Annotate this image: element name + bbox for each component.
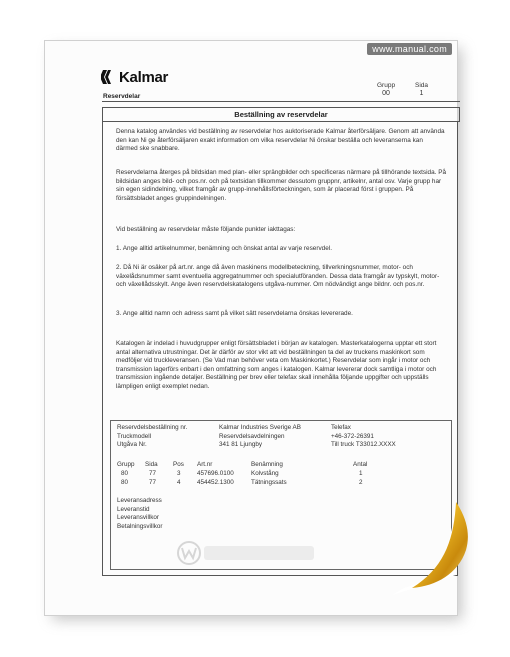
grupp-value: 00 bbox=[382, 90, 390, 97]
company-name: Kalmar Industries Sverige AB bbox=[219, 424, 301, 431]
order-col-1 bbox=[117, 424, 187, 450]
kalmar-logo-icon bbox=[101, 69, 117, 85]
paragraph-catalog: Katalogen är indelad i huvudgrupper enligt försättsbladet i början av katalogen. Masterkatalogerna upptar ett stort antal alternativa utrustningar. Det är därför av stor vikt att vid beställningen ta del av truckens maskinkort som medföljer vid truckleveransen. (Se Vad man behöver veta om Maskinkortet.) Reservdelar som ingår i motor och transmission lagerförs enbart i den omfattning som anges i katalogen. Kalmar levererar dock samtliga i motor och transmission ingående detaljer. Beställning per brev eller telefax skall innehålla följande uppgifter och uppställs lämpligen enligt exemplet nedan. bbox=[116, 340, 437, 390]
row2-artnr: 454452.1300 bbox=[197, 479, 234, 486]
order-col-2 bbox=[219, 424, 301, 450]
paragraph-intro: Denna katalog användes vid beställning av reservdelar hos auktoriserade Kalmar återförsäljare. Genom att använda den kan Ni ge återförsäljaren exakt information om vilka reservdelar Ni önskar beställa och leveranserna kan därmed ske snabbare. bbox=[116, 128, 445, 153]
company-address: 341 81 Ljungby bbox=[219, 441, 263, 449]
header-grupp: Grupp bbox=[117, 461, 135, 468]
delivery-address-label: Leveransadress bbox=[117, 497, 162, 504]
sida-label: Sida bbox=[415, 82, 429, 89]
sida-value: 1 bbox=[419, 90, 424, 97]
brand-name: Kalmar bbox=[119, 68, 169, 86]
paragraph-points-intro: Vid beställning av reservdelar måste följande punkter iakttagas: bbox=[116, 226, 296, 233]
row1-sida: 77 bbox=[149, 470, 157, 477]
order-footer bbox=[117, 497, 163, 531]
watermark-top: www.manual.com bbox=[367, 43, 452, 55]
row1-artnr: 457696.0100 bbox=[197, 470, 234, 477]
telefax-number: +46-372-26391 bbox=[331, 432, 374, 440]
kalmar-logo bbox=[101, 67, 168, 87]
delivery-time-label: Leveranstid bbox=[117, 505, 150, 513]
paragraph-point-1: 1. Ange alltid artikelnummer, benämning och önskat antal av varje reservdel. bbox=[116, 245, 332, 252]
grupp-label: Grupp bbox=[377, 82, 396, 89]
sida-meta bbox=[415, 82, 428, 97]
row1-benamning: Kolvstång bbox=[251, 470, 279, 477]
truck-reference: Till truck T33012.XXXX bbox=[331, 441, 396, 449]
header-benamning: Benämning bbox=[251, 461, 283, 468]
grupp-meta bbox=[377, 82, 395, 97]
order-col-3 bbox=[331, 424, 396, 450]
row2-antal: 2 bbox=[359, 479, 363, 486]
row1-antal: 1 bbox=[359, 470, 363, 477]
row1-pos: 3 bbox=[177, 470, 181, 477]
paragraph-point-3: 3. Ange alltid namn och adress samt på vilket sätt reservdelarna önskas levererade. bbox=[116, 310, 353, 317]
paragraph-point-2: 2. Då Ni är osäker på art.nr. ange då även maskinens modellbeteckning, tillverkningsnummer, motor- och växelådsnummer samt eventuella aggregatnummer och specialutföranden. Dessa data framgår av typskylt, motor- och växellådsskylt. Ange även reservdelskatalogens utgåva-nummer. Om nödvändigt ange bildnr. och pos.nr. bbox=[116, 264, 440, 289]
order-number-label: Reservdelsbeställning nr. bbox=[117, 424, 188, 431]
row2-grupp: 80 bbox=[121, 479, 129, 486]
edition-label: Utgåva Nr. bbox=[117, 441, 147, 449]
header-divider bbox=[102, 101, 460, 102]
telefax-label: Telefax bbox=[331, 424, 351, 431]
header-pos: Pos bbox=[173, 461, 184, 468]
row1-grupp: 80 bbox=[121, 470, 129, 477]
row2-benamning: Tätningssats bbox=[251, 479, 287, 486]
truck-model-label: Truckmodell bbox=[117, 432, 152, 440]
header-sida: Sida bbox=[145, 461, 158, 468]
delivery-terms-label: Leveransvillkor bbox=[117, 514, 159, 522]
page-title: Beställning av reservdelar bbox=[102, 107, 460, 122]
row2-sida: 77 bbox=[149, 479, 157, 486]
row2-pos: 4 bbox=[177, 479, 181, 486]
header-antal: Antal bbox=[353, 461, 368, 468]
paragraph-structure: Reservdelarna återges på bildsidan med plan- eller sprängbilder och specificeras närmare på tillhörande textsida. På bildsidan anges bild- och pos.nr. och på textsidan tillkommer dessutom gruppnr, artikelnr, antal osv. Varje grupp har sin egen sidindelning, vilket framgår av grupp-innehållsförteckningen, som är placerad först i gruppen. På försättsbladet anges gruppindelningen. bbox=[116, 169, 447, 202]
page-curl bbox=[392, 500, 472, 595]
header-artnr: Art.nr bbox=[197, 461, 213, 468]
watermark-logo bbox=[176, 540, 326, 571]
payment-terms-label: Betalningsvillkor bbox=[117, 522, 163, 530]
section-label: Reservdelar bbox=[103, 93, 141, 100]
company-department: Reservdelsavdelningen bbox=[219, 432, 285, 440]
